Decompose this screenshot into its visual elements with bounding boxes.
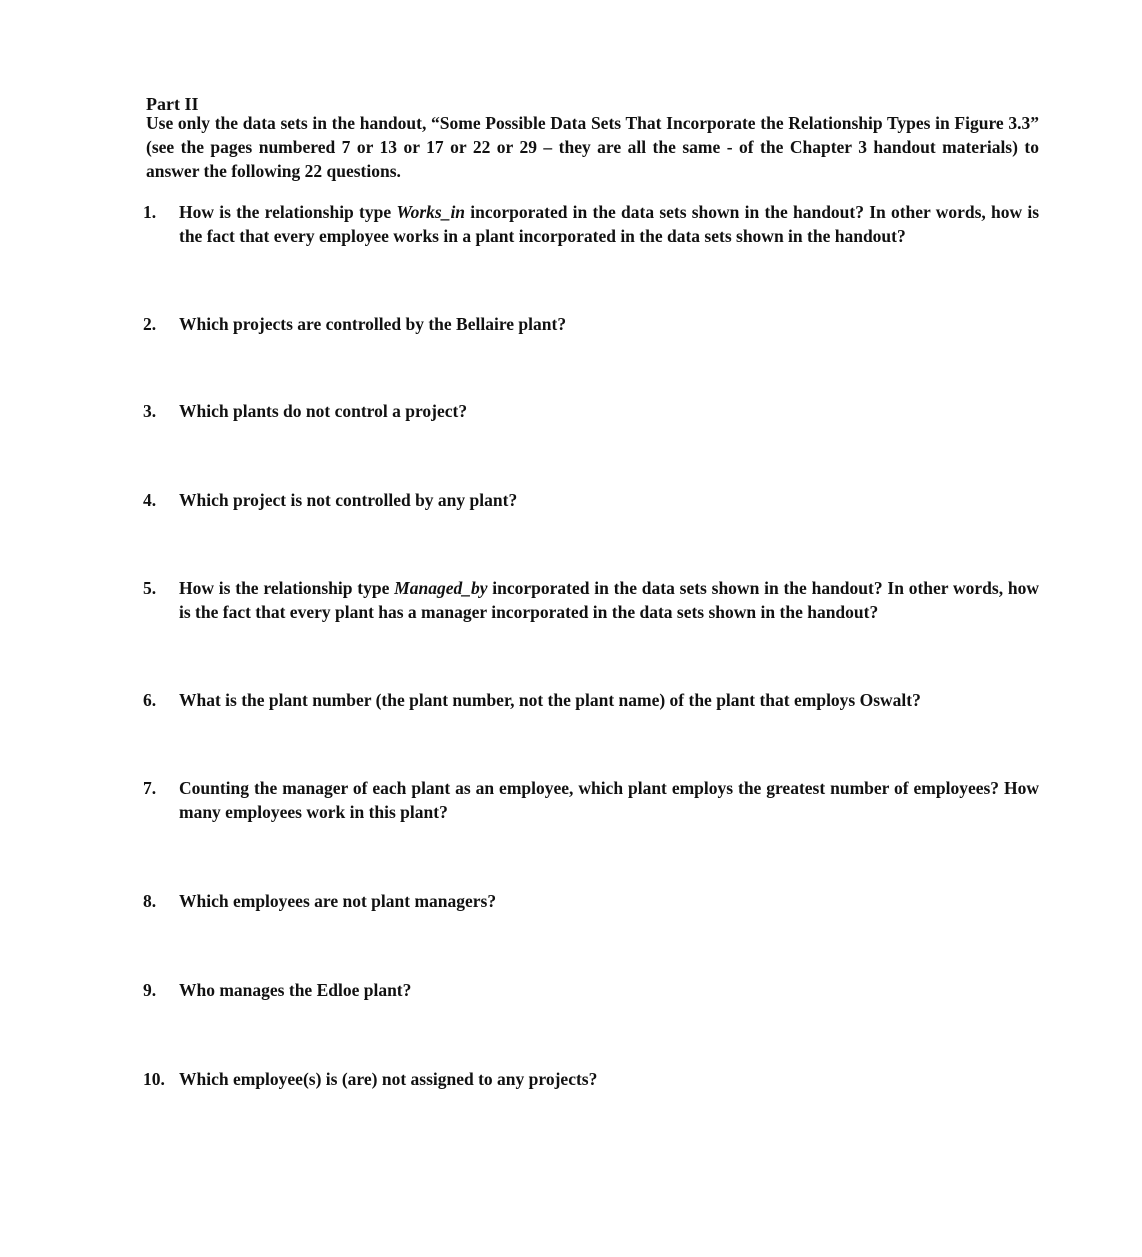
question-item — [143, 488, 1039, 512]
question-number: 1. — [143, 202, 157, 222]
question-item — [143, 889, 1039, 913]
question-item — [143, 399, 1039, 423]
question-number: 7. — [143, 778, 157, 798]
question-text: Which employees are not plant managers? — [179, 891, 497, 911]
question-text: Which project is not controlled by any plant? — [179, 490, 518, 510]
question-item — [143, 576, 1039, 624]
question-text: What is the plant number (the plant number, not the plant name) of the plant that employs Oswalt? — [179, 690, 921, 710]
question-text: Which projects are controlled by the Bellaire plant? — [179, 314, 567, 334]
question-number: 4. — [143, 490, 157, 510]
question-number: 9. — [143, 980, 157, 1000]
relationship-term: Works_in — [396, 202, 466, 222]
question-item — [143, 978, 1039, 1002]
question-item — [143, 312, 1039, 336]
question-number: 3. — [143, 401, 157, 421]
section-heading: Part II — [146, 94, 199, 114]
instructions-paragraph: Use only the data sets in the handout, “Some Possible Data Sets That Incorporate the Relationship Types in Figure 3.3” (see the pages numbered 7 or 13 or 17 or 22 or 29 – they are all the same - of the Chapter 3 handout materials) to answer the following 22 questions. — [146, 113, 1039, 181]
question-text: How is the relationship type Managed_by incorporated in the data sets shown in the handout? In other words, how is the fact that every plant has a manager incorporated in the data sets shown in the handout? — [179, 578, 1040, 622]
relationship-term: Managed_by — [394, 578, 488, 598]
question-text: Which employee(s) is (are) not assigned to any projects? — [179, 1069, 598, 1089]
question-text: Counting the manager of each plant as an employee, which plant employs the greatest number of employees? How many employees work in this plant? — [179, 778, 1039, 822]
question-text: How is the relationship type Works_in incorporated in the data sets shown in the handout? In other words, how is the fact that every employee works in a plant incorporated in the data sets shown in the handout? — [179, 202, 1040, 246]
question-item — [143, 1067, 1039, 1091]
question-text: Which plants do not control a project? — [179, 401, 468, 421]
question-item — [143, 200, 1039, 248]
question-number: 6. — [143, 690, 157, 710]
question-number: 10. — [143, 1069, 165, 1089]
question-item — [143, 688, 1039, 712]
question-number: 2. — [143, 314, 157, 334]
question-item — [143, 776, 1039, 824]
question-text: Who manages the Edloe plant? — [179, 980, 412, 1000]
question-number: 8. — [143, 891, 157, 911]
question-number: 5. — [143, 578, 157, 598]
